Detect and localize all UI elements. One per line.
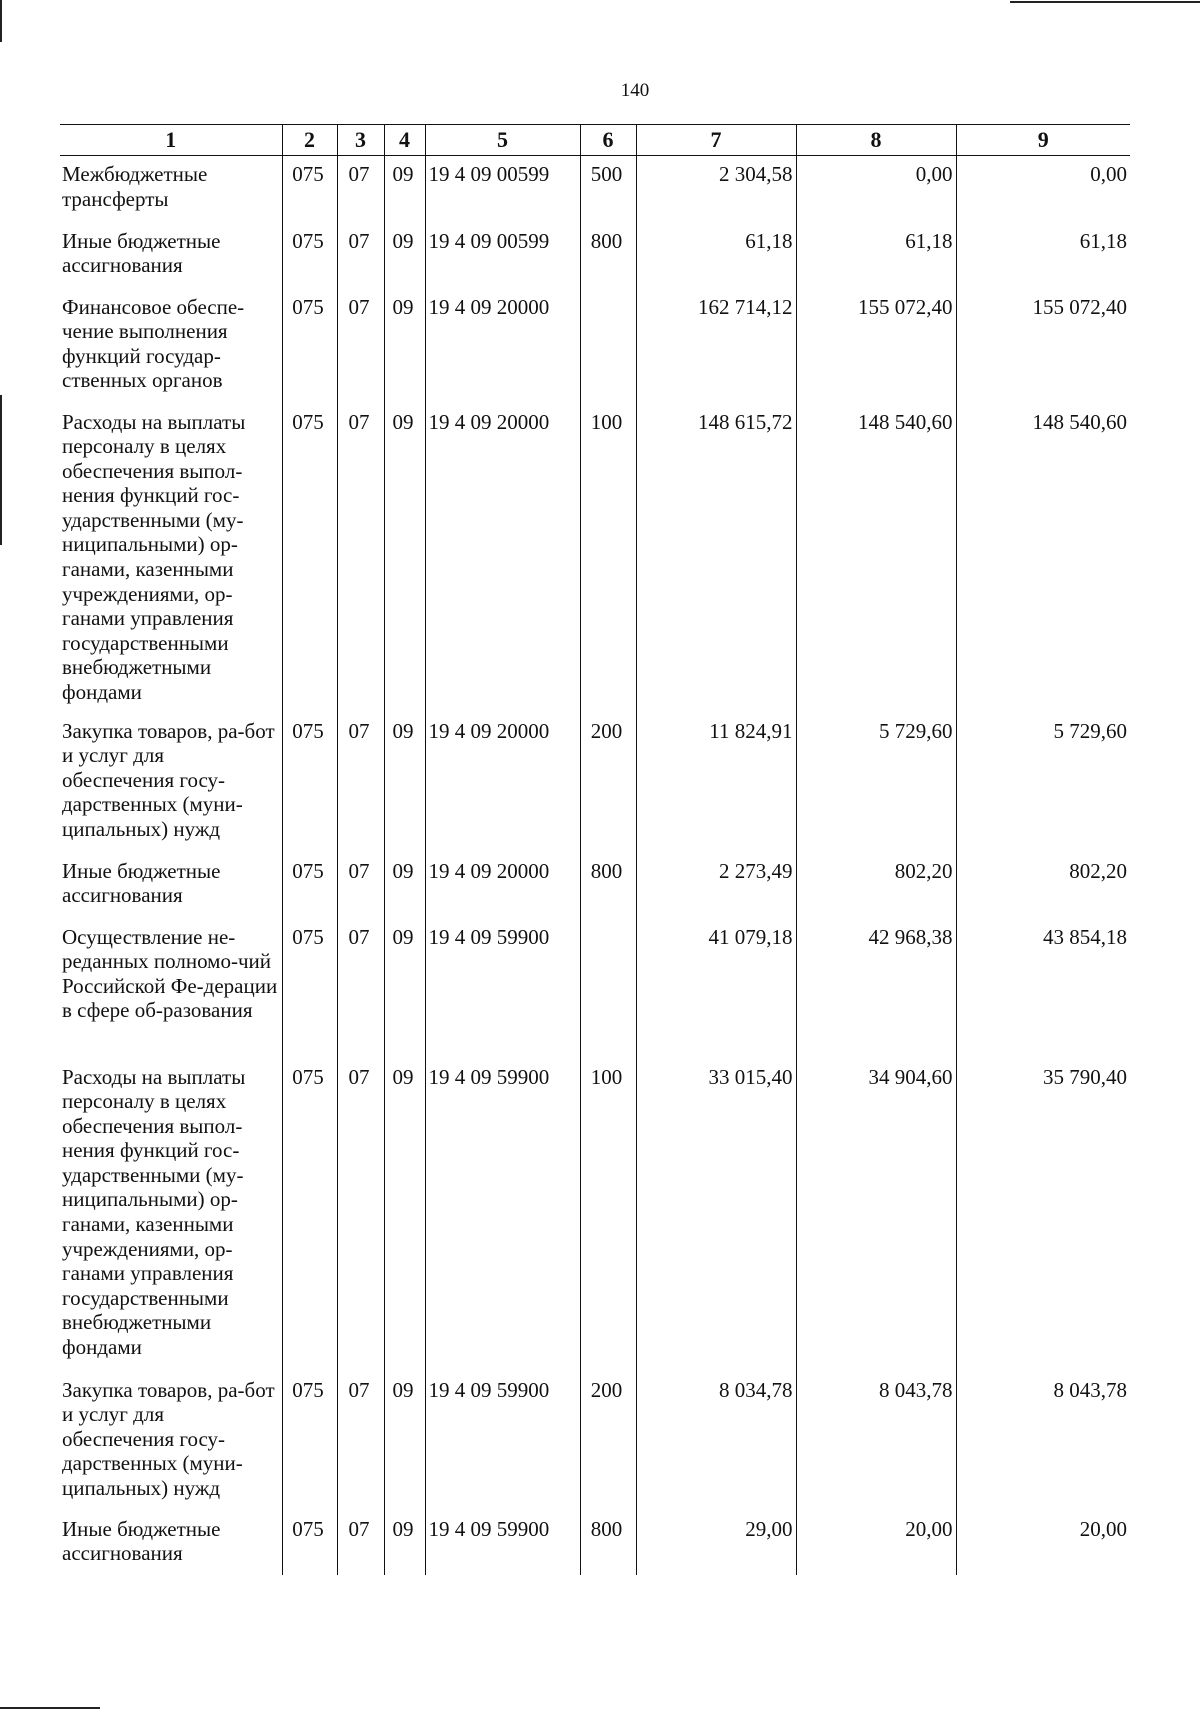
row-col-5: 19 4 09 20000 xyxy=(425,713,580,853)
row-col-6: 100 xyxy=(580,404,636,713)
row-col-7: 148 615,72 xyxy=(636,404,796,713)
row-col-6: 100 xyxy=(580,1059,636,1372)
row-col-3: 07 xyxy=(337,404,384,713)
row-col-6: 800 xyxy=(580,223,636,289)
row-col-4: 09 xyxy=(384,1372,425,1511)
table-header-row xyxy=(60,125,1130,156)
row-name: Иные бюджетные ассигнования xyxy=(62,858,221,908)
row-col-5: 19 4 09 00599 xyxy=(425,156,580,223)
row-col-2: 075 xyxy=(282,919,337,1059)
row-col-9: 43 854,18 xyxy=(956,919,1130,1059)
row-col-3: 07 xyxy=(337,223,384,289)
row-col-3: 07 xyxy=(337,919,384,1059)
row-name: Закупка товаров, ра-бот и услуг для обеспечения госу-дарственных (муни-ципальных) нужд xyxy=(62,1377,275,1500)
row-col-5: 19 4 09 20000 xyxy=(425,853,580,919)
row-col-4: 09 xyxy=(384,713,425,853)
row-col-2: 075 xyxy=(282,853,337,919)
row-col-4: 09 xyxy=(384,404,425,713)
row-col-7: 2 304,58 xyxy=(636,156,796,223)
budget-table xyxy=(60,124,1130,1575)
row-col-5: 19 4 09 59900 xyxy=(425,919,580,1059)
row-col-6: 500 xyxy=(580,156,636,223)
row-col-8: 802,20 xyxy=(796,853,956,919)
row-col-5: 19 4 09 20000 xyxy=(425,404,580,713)
header-col-2: 2 xyxy=(282,125,337,156)
row-col-4: 09 xyxy=(384,1511,425,1575)
table-row xyxy=(60,1059,1130,1372)
row-col-4: 09 xyxy=(384,289,425,404)
table-row xyxy=(60,289,1130,404)
row-name: Расходы на выплаты персоналу в целях обеспечения выпол-нения функций гос-ударственными (му-ниципальными) ор-ганами, казенными учреждениями, ор-ганами управления государственными внебюджетными фондами xyxy=(62,1064,246,1360)
row-col-7: 61,18 xyxy=(636,223,796,289)
header-col-8: 8 xyxy=(796,125,956,156)
row-col-9: 20,00 xyxy=(956,1511,1130,1575)
row-col-8: 20,00 xyxy=(796,1511,956,1575)
row-col-9: 802,20 xyxy=(956,853,1130,919)
header-col-5: 5 xyxy=(425,125,580,156)
table-row xyxy=(60,156,1130,223)
row-col-6: 800 xyxy=(580,1511,636,1575)
row-col-5: 19 4 09 59900 xyxy=(425,1511,580,1575)
row-col-9: 8 043,78 xyxy=(956,1372,1130,1511)
row-col-7: 33 015,40 xyxy=(636,1059,796,1372)
row-col-9: 61,18 xyxy=(956,223,1130,289)
row-col-9: 0,00 xyxy=(956,156,1130,223)
row-col-6: 200 xyxy=(580,1372,636,1511)
table-row xyxy=(60,853,1130,919)
row-col-9: 148 540,60 xyxy=(956,404,1130,713)
row-col-3: 07 xyxy=(337,1511,384,1575)
row-col-2: 075 xyxy=(282,1372,337,1511)
row-col-5: 19 4 09 00599 xyxy=(425,223,580,289)
row-col-4: 09 xyxy=(384,1059,425,1372)
row-col-5: 19 4 09 20000 xyxy=(425,289,580,404)
row-col-8: 61,18 xyxy=(796,223,956,289)
row-col-4: 09 xyxy=(384,853,425,919)
row-col-7: 29,00 xyxy=(636,1511,796,1575)
row-col-3: 07 xyxy=(337,1372,384,1511)
row-col-6: 200 xyxy=(580,713,636,853)
row-col-9: 155 072,40 xyxy=(956,289,1130,404)
row-name: Межбюджетные трансферты xyxy=(62,162,208,211)
row-col-8: 34 904,60 xyxy=(796,1059,956,1372)
header-col-3: 3 xyxy=(337,125,384,156)
row-col-8: 5 729,60 xyxy=(796,713,956,853)
row-col-7: 162 714,12 xyxy=(636,289,796,404)
header-col-4: 4 xyxy=(384,125,425,156)
scan-edge-line-top-left xyxy=(0,0,2,42)
row-col-4: 09 xyxy=(384,223,425,289)
row-col-2: 075 xyxy=(282,156,337,223)
scan-edge-line-bottom-left xyxy=(0,1707,100,1709)
row-col-3: 07 xyxy=(337,853,384,919)
scan-edge-line-top-right xyxy=(1010,1,1200,3)
row-col-7: 8 034,78 xyxy=(636,1372,796,1511)
row-col-4: 09 xyxy=(384,919,425,1059)
row-col-9: 5 729,60 xyxy=(956,713,1130,853)
row-col-6 xyxy=(580,289,636,404)
row-col-3: 07 xyxy=(337,1059,384,1372)
table-row xyxy=(60,223,1130,289)
row-col-7: 2 273,49 xyxy=(636,853,796,919)
header-col-1: 1 xyxy=(60,125,282,156)
row-col-3: 07 xyxy=(337,289,384,404)
row-col-7: 41 079,18 xyxy=(636,919,796,1059)
row-col-8: 155 072,40 xyxy=(796,289,956,404)
header-col-6: 6 xyxy=(580,125,636,156)
row-col-5: 19 4 09 59900 xyxy=(425,1372,580,1511)
table-row xyxy=(60,404,1130,713)
row-col-8: 0,00 xyxy=(796,156,956,223)
row-name: Иные бюджетные ассигнования xyxy=(62,1516,221,1566)
row-name: Расходы на выплаты персоналу в целях обеспечения выпол-нения функций гос-ударственными (му-ниципальными) ор-ганами, казенными учреждениями, ор-ганами управления государственными внебюджетными фондами xyxy=(62,409,246,705)
row-name: Иные бюджетные ассигнования xyxy=(62,228,221,278)
row-col-7: 11 824,91 xyxy=(636,713,796,853)
header-col-7: 7 xyxy=(636,125,796,156)
row-col-2: 075 xyxy=(282,713,337,853)
row-col-3: 07 xyxy=(337,713,384,853)
row-col-4: 09 xyxy=(384,156,425,223)
row-col-3: 07 xyxy=(337,156,384,223)
row-col-5: 19 4 09 59900 xyxy=(425,1059,580,1372)
header-col-9: 9 xyxy=(956,125,1130,156)
row-col-8: 8 043,78 xyxy=(796,1372,956,1511)
table-row xyxy=(60,1372,1130,1511)
row-col-2: 075 xyxy=(282,289,337,404)
row-col-2: 075 xyxy=(282,223,337,289)
row-col-6: 800 xyxy=(580,853,636,919)
row-col-2: 075 xyxy=(282,1511,337,1575)
row-col-8: 148 540,60 xyxy=(796,404,956,713)
row-col-2: 075 xyxy=(282,1059,337,1372)
scan-edge-line-left xyxy=(0,395,2,545)
row-col-6 xyxy=(580,919,636,1059)
row-name: Финансовое обеспе-чение выполнения функций государ-ственных органов xyxy=(62,294,245,393)
table-row xyxy=(60,713,1130,853)
table-row xyxy=(60,1511,1130,1575)
row-col-9: 35 790,40 xyxy=(956,1059,1130,1372)
table-row xyxy=(60,919,1130,1059)
row-name: Закупка товаров, ра-бот и услуг для обеспечения госу-дарственных (муни-ципальных) нужд xyxy=(62,718,275,841)
row-col-8: 42 968,38 xyxy=(796,919,956,1059)
page-number: 140 xyxy=(620,80,650,101)
row-col-2: 075 xyxy=(282,404,337,713)
row-name: Осуществление не-реданных полномо-чий Российской Фе-дерации в сфере об-разования xyxy=(62,924,278,1023)
